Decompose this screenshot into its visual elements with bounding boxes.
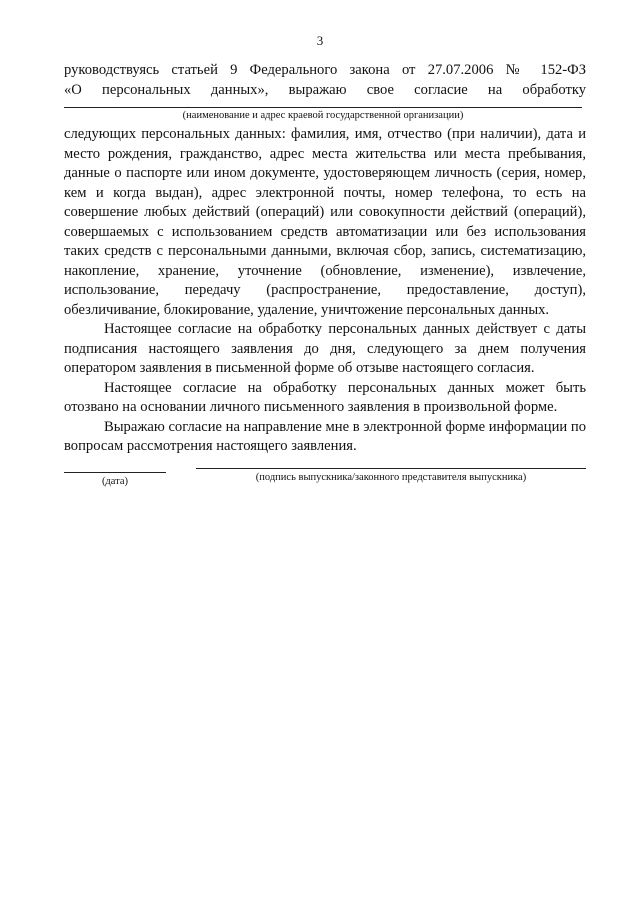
- paragraph-validity: Настоящее согласие на обработку персональных данных действует с даты подписания настоящего заявления до дня, следующего за днем получения оператором заявления в письменной форме об отзыве настоящего согласия.: [64, 321, 586, 376]
- date-caption: (дата): [101, 476, 129, 487]
- signature-line: [196, 468, 586, 469]
- org-caption: (наименование и адрес краевой государственной организации): [182, 110, 464, 121]
- date-line: [64, 472, 166, 473]
- paragraph-electronic: Выражаю согласие на направление мне в электронной форме информации по вопросам рассмотрения настоящего заявления.: [64, 418, 586, 454]
- intro-line-1: руководствуясь статьей 9 Федерального закона от 27.07.2006 № 152-ФЗ: [64, 62, 586, 78]
- org-name-line: [64, 107, 582, 108]
- intro-block: [64, 61, 586, 100]
- signature-caption: (подпись выпускника/законного представителя выпускника): [255, 472, 527, 483]
- page-number: 3: [316, 33, 324, 48]
- intro-line-2: «О персональных данных», выражаю свое согласие на обработку: [64, 81, 586, 98]
- paragraph-revoke: Настоящее согласие на обработку персональных данных может быть отозвано на основании личного письменного заявления в произвольной форме.: [64, 379, 586, 415]
- paragraph-data-list: следующих персональных данных: фамилия, имя, отчество (при наличии), дата и место рождения, гражданство, адрес места жительства или места пребывания, данные о паспорте или ином документе, удостоверяющем личность (серия, номер, кем и когда выдан), адрес электронной почты, номер телефона, то есть на совершение любых действий (операций) или совокупности действий (операций), совершаемых с использованием средств автоматизации или без использования таких средств с персональными данными, включая сбор, запись, систематизацию, накопление, хранение, уточнение (обновление, изменение), извлечение, использование, передачу (распространение, предоставление, доступ), обезличивание, блокирование, удаление, уничтожение персональных данных.: [64, 126, 586, 318]
- consent-body: [64, 125, 586, 457]
